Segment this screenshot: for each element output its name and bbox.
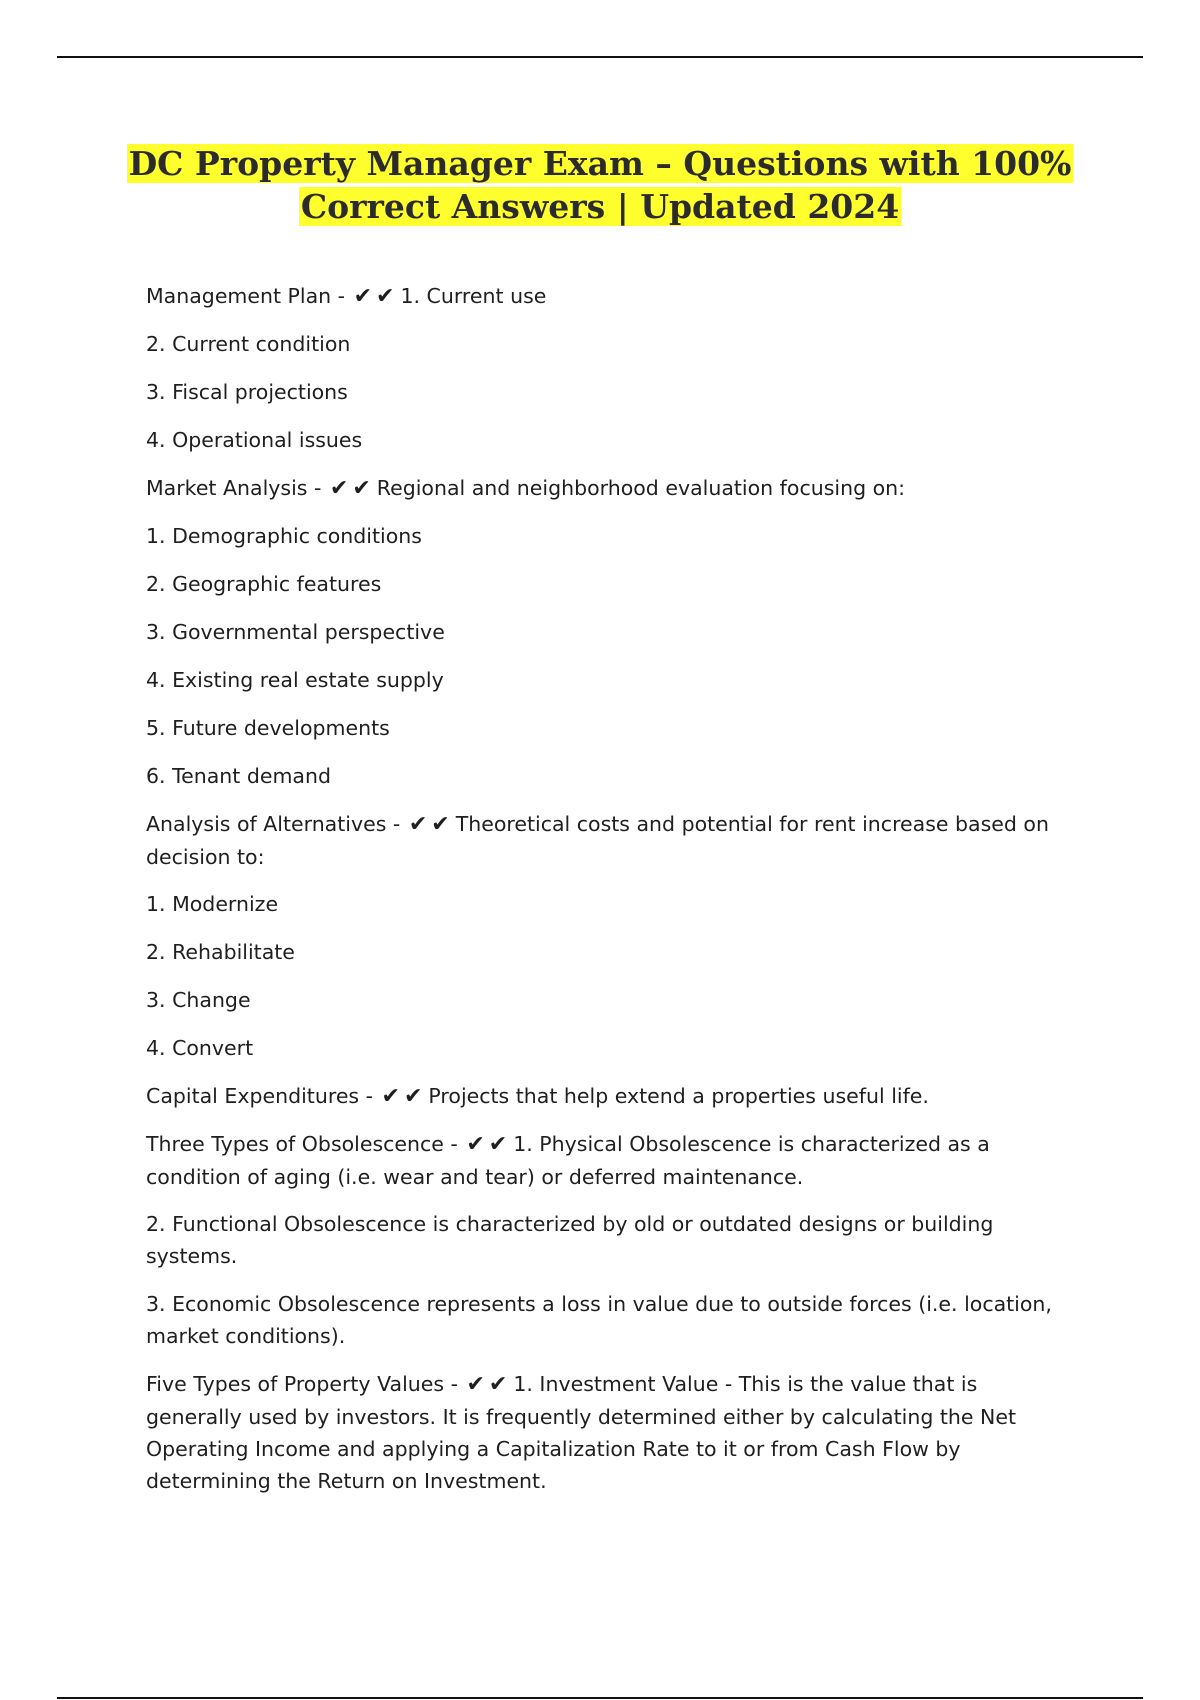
list-item: 4. Convert [146,1036,254,1060]
list-item: 4. Existing real estate supply [146,668,444,692]
list-item: 2. Geographic features [146,572,382,596]
list-item: 1. Modernize [146,892,279,916]
title-line-2: Correct Answers | Updated 2024 [300,187,900,226]
list-item: 3. Change [146,988,251,1012]
qa-entry-capital-expenditures [146,1080,1066,1113]
double-check-icon: ✔✔ [466,1132,512,1157]
term: Capital Expenditures - [146,1084,380,1108]
qa-entry-analysis-of-alternatives [146,808,1066,873]
double-check-icon: ✔✔ [329,476,375,501]
double-check-icon: ✔✔ [353,284,399,309]
list-item: 1. Demographic conditions [146,524,422,548]
qa-content [146,280,1066,1512]
list-item: 2. Rehabilitate [146,940,295,964]
double-check-icon: ✔✔ [408,812,454,837]
definition: Theoretical costs and potential for rent increase based on decision to: [146,812,1049,869]
definition: Regional and neighborhood evaluation focusing on: [376,476,906,500]
term: Analysis of Alternatives - [146,812,407,836]
qa-entry-property-values [146,1368,1066,1497]
definition: 1. Physical Obsolescence is characterized as a condition of aging (i.e. wear and tear) or deferred maintenance. [146,1132,990,1189]
double-check-icon: ✔✔ [381,1084,427,1109]
header-rule [57,56,1143,58]
term: Three Types of Obsolescence - [146,1132,465,1156]
definition: 1. Investment Value - This is the value that is generally used by investors. It is frequently determined either by calculating the Net Operating Income and applying a Capitalization Rate to it or from Cash Flow by determining the Return on Investment. [146,1372,1017,1493]
definition: 1. Current use [400,284,547,308]
definition: Projects that help extend a properties useful life. [428,1084,929,1108]
list-item: 5. Future developments [146,716,390,740]
term: Market Analysis - [146,476,328,500]
list-item: 2. Functional Obsolescence is characterized by old or outdated designs or building systems. [146,1212,994,1268]
document-title [100,142,1100,228]
qa-entry-obsolescence [146,1128,1066,1193]
term: Management Plan - [146,284,352,308]
title-line-1: DC Property Manager Exam – Questions with 100% [128,144,1072,183]
footer-rule [57,1697,1143,1699]
qa-entry-market-analysis [146,472,1066,505]
list-item: 3. Governmental perspective [146,620,445,644]
list-item: 2. Current condition [146,332,351,356]
list-item: 3. Economic Obsolescence represents a loss in value due to outside forces (i.e. location, market conditions). [146,1292,1052,1348]
list-item: 4. Operational issues [146,428,363,452]
list-item: 6. Tenant demand [146,764,331,788]
list-item: 3. Fiscal projections [146,380,348,404]
double-check-icon: ✔✔ [466,1372,512,1397]
term: Five Types of Property Values - [146,1372,465,1396]
qa-entry-management-plan [146,280,1066,313]
